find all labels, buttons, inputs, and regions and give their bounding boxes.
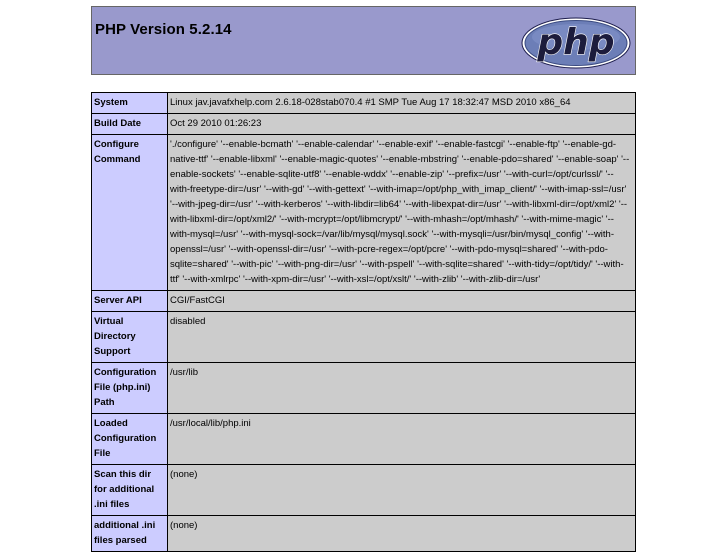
phpinfo-page bbox=[91, 6, 636, 552]
row-key: System bbox=[92, 93, 168, 114]
row-value: /usr/local/lib/php.ini bbox=[168, 414, 636, 465]
row-value: (none) bbox=[168, 465, 636, 516]
row-value: disabled bbox=[168, 312, 636, 363]
row-value: /usr/lib bbox=[168, 363, 636, 414]
table-row bbox=[92, 93, 636, 114]
row-key: additional .ini files parsed bbox=[92, 516, 168, 552]
row-key: Configuration File (php.ini) Path bbox=[92, 363, 168, 414]
table-row bbox=[92, 291, 636, 312]
row-value: (none) bbox=[168, 516, 636, 552]
row-key: Loaded Configuration File bbox=[92, 414, 168, 465]
table-row bbox=[92, 312, 636, 363]
table-row bbox=[92, 135, 636, 291]
table-row bbox=[92, 114, 636, 135]
row-key: Virtual Directory Support bbox=[92, 312, 168, 363]
php-logo-text: php bbox=[537, 22, 615, 63]
row-value: CGI/FastCGI bbox=[168, 291, 636, 312]
table-row bbox=[92, 363, 636, 414]
row-value: Oct 29 2010 01:26:23 bbox=[168, 114, 636, 135]
php-logo-icon bbox=[520, 17, 632, 69]
info-table bbox=[91, 92, 636, 552]
page-title: PHP Version 5.2.14 bbox=[95, 21, 232, 38]
row-key: Server API bbox=[92, 291, 168, 312]
row-key: Scan this dir for additional .ini files bbox=[92, 465, 168, 516]
row-value: './configure' '--enable-bcmath' '--enable-calendar' '--enable-exif' '--enable-fastcgi' '--enable-ftp' '--enable-gd-native-ttf' '--enable-libxml' '--enable-magic-quotes' '--enable-mbstring' '--enable-pdo=shared' '--enable-soap' '--enable-sockets' '--enable-sqlite-utf8' '--enable-wddx' '--enable-zip' '--prefix=/usr' '--with-curl=/opt/curlssl/' '--with-freetype-dir=/usr' '--with-gd' '--with-gettext' '--with-imap=/opt/php_with_imap_client/' '--with-imap-ssl=/usr' '--with-jpeg-dir=/usr' '--with-kerberos' '--with-libdir=lib64' '--with-libexpat-dir=/usr' '--with-libxml-dir=/opt/xml2' '--with-libxml-dir=/opt/xml2/' '--with-mcrypt=/opt/libmcrypt/' '--with-mhash=/opt/mhash/' '--with-mime-magic' '--with-mysql=/usr' '--with-mysql-sock=/var/lib/mysql/mysql.sock' '--with-mysqli=/usr/bin/mysql_config' '--with-openssl=/usr' '--with-openssl-dir=/usr' '--with-pcre-regex=/opt/pcre' '--with-pdo-mysql=shared' '--with-pdo-sqlite=shared' '--with-pic' '--with-png-dir=/usr' '--with-pspell' '--with-sqlite=shared' '--with-tidy=/opt/tidy/' '--with-ttf' '--with-xmlrpc' '--with-xpm-dir=/usr' '--with-xsl=/opt/xslt/' '--with-zlib' '--with-zlib-dir=/usr' bbox=[168, 135, 636, 291]
table-row bbox=[92, 465, 636, 516]
row-value: Linux jav.javafxhelp.com 2.6.18-028stab070.4 #1 SMP Tue Aug 17 18:32:47 MSD 2010 x86_64 bbox=[168, 93, 636, 114]
row-key: Build Date bbox=[92, 114, 168, 135]
row-key: Configure Command bbox=[92, 135, 168, 291]
phpinfo-header bbox=[91, 6, 636, 75]
table-row bbox=[92, 516, 636, 552]
table-row bbox=[92, 414, 636, 465]
